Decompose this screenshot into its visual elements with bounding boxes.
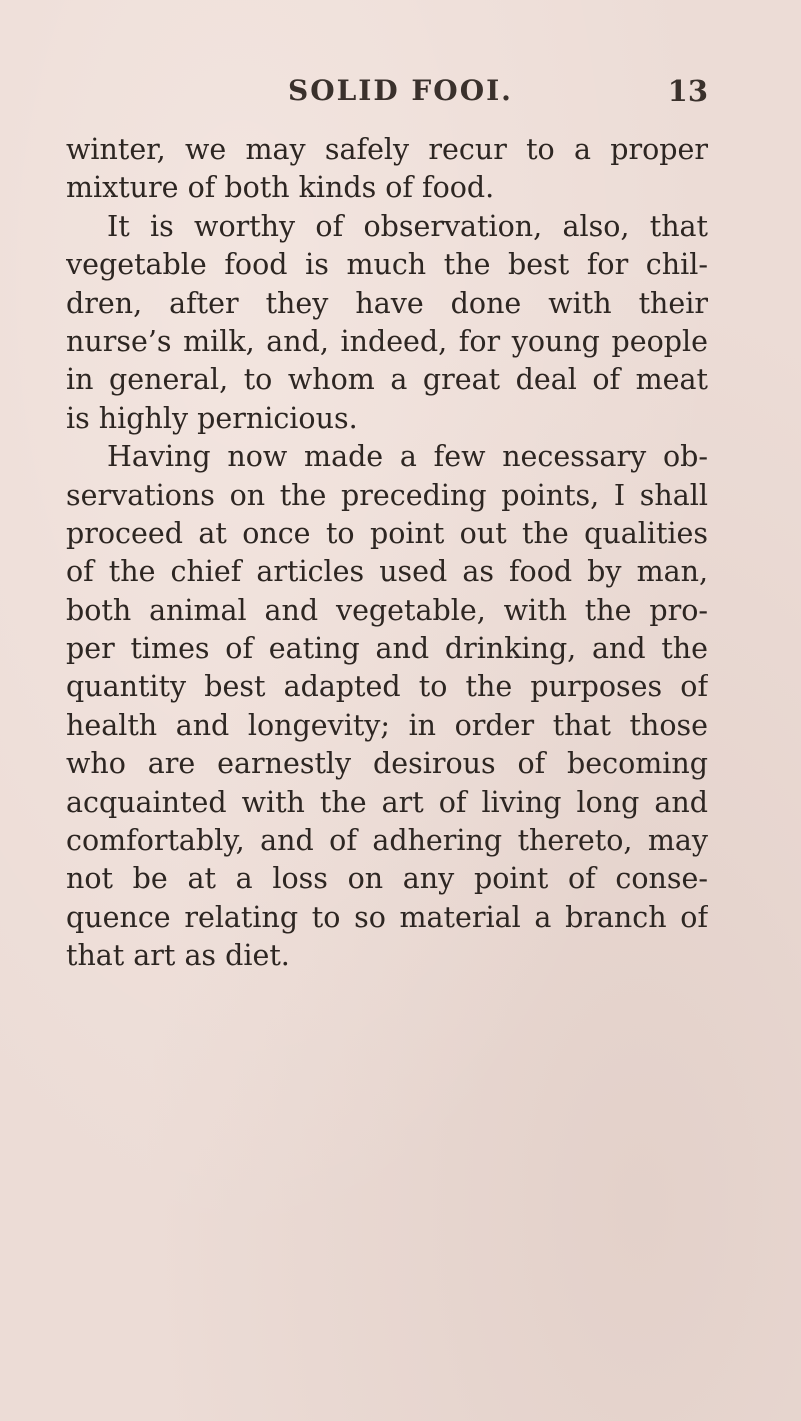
text-line: quantity best adapted to the purposes of: [66, 670, 708, 704]
text-line: proceed at once to point out the qualities: [66, 516, 708, 550]
text-line: nurse’s milk, and, indeed, for young people: [66, 324, 708, 358]
text-line: mixture of both kinds of food.: [66, 171, 495, 205]
text-line: It is worthy of observation, also, that: [107, 209, 708, 243]
text-line: vegetable food is much the best for chil-: [66, 248, 708, 282]
running-title: SOLID FOOI.: [288, 74, 513, 107]
text-line: per times of eating and drinking, and the: [66, 632, 708, 666]
text-line: in general, to whom a great deal of meat: [66, 363, 708, 397]
text-line: health and longevity; in order that those: [66, 708, 708, 742]
text-line: both animal and vegetable, with the pro-: [66, 593, 708, 627]
text-line: acquainted with the art of living long and: [66, 785, 708, 819]
text-line: Having now made a few necessary ob-: [107, 440, 708, 474]
text-line: winter, we may safely recur to a proper: [66, 133, 708, 166]
text-line: of the chief articles used as food by man,: [66, 555, 708, 589]
text-line: servations on the preceding points, I shall: [66, 478, 708, 512]
text-line: who are earnestly desirous of becoming: [66, 747, 708, 781]
text-line: comfortably, and of adhering thereto, may: [66, 824, 708, 858]
text-line: quence relating to so material a branch of: [66, 900, 708, 934]
text-line: is highly pernicious.: [66, 401, 358, 435]
text-line: that art as diet.: [66, 939, 290, 973]
running-head: [66, 74, 708, 114]
body-text: [66, 131, 708, 976]
page-number: 13: [667, 74, 708, 108]
text-line: dren, after they have done with their: [66, 286, 708, 320]
text-line: not be at a loss on any point of conse-: [66, 862, 708, 896]
